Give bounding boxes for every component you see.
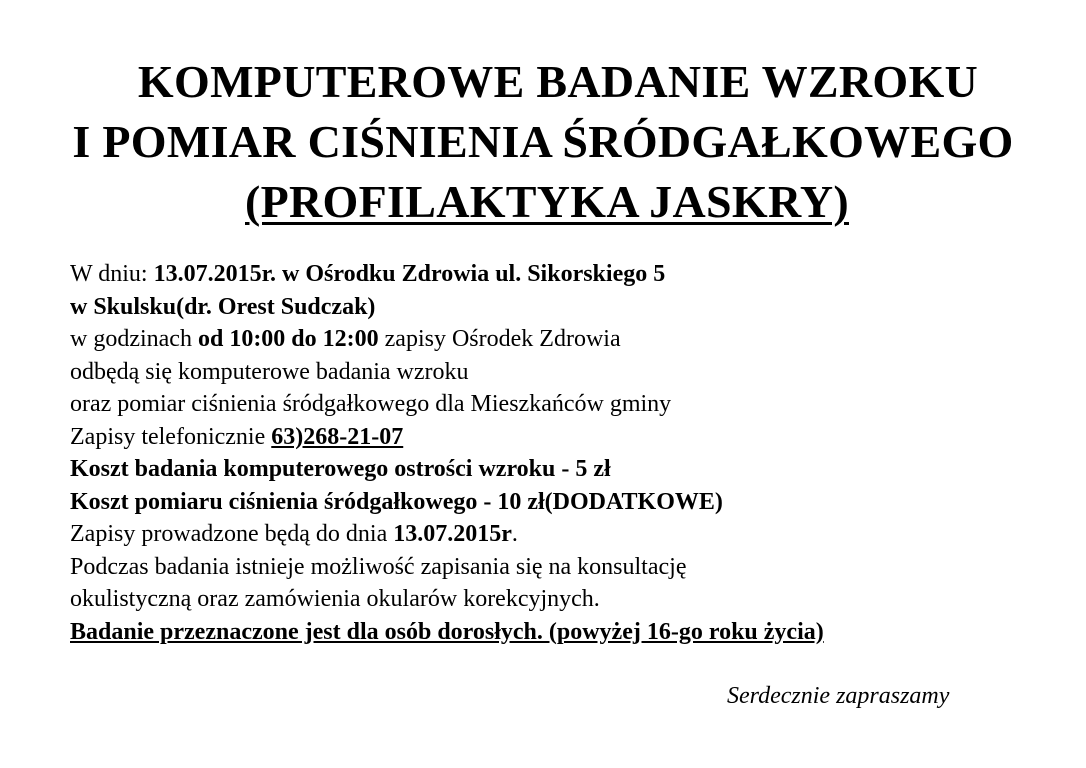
- phone-number: 63)268-21-07: [271, 423, 404, 450]
- cost-vision-line: Koszt badania komputerowego ostrości wzroku - 5 zł: [70, 456, 611, 482]
- phone-prefix: Zapisy telefonicznie: [70, 423, 272, 450]
- deadline-line: [70, 518, 1050, 551]
- hours-value: od 10:00 do 12:00: [197, 326, 379, 352]
- date-location: 13.07.2015r. w Ośrodku Zdrowia ul. Sikorskiego 5: [153, 261, 666, 287]
- hours-line: [70, 323, 1050, 356]
- announcement-title: [0, 52, 1086, 232]
- place-doctor-line: w Skulsku(dr. Orest Sudczak): [70, 293, 376, 320]
- hours-suffix: zapisy Ośrodek Zdrowia: [378, 326, 621, 352]
- title-line-2: I POMIAR CIŚNIENIA ŚRÓDGAŁKOWEGO: [72, 116, 1014, 167]
- phone-line: [70, 421, 1050, 454]
- hours-prefix: w godzinach: [70, 326, 198, 352]
- title-line-1: KOMPUTEROWE BADANIE WZROKU: [137, 56, 979, 107]
- audience-line: Badanie przeznaczone jest dla osób dorosłych. (powyżej 16-go roku życia): [70, 618, 824, 645]
- pressure-line: oraz pomiar ciśnienia śródgałkowego dla Mieszkańców gminy: [70, 391, 672, 417]
- deadline-suffix: .: [511, 521, 518, 547]
- consult-line-1: Podczas badania istnieje możliwość zapisania się na konsultację: [70, 553, 687, 580]
- deadline-prefix: Zapisy prowadzone będą do dnia: [70, 521, 394, 547]
- exams-line: odbędą się komputerowe badania wzroku: [70, 358, 469, 385]
- announcement-body: [70, 258, 1050, 648]
- date-location-line: [70, 258, 1050, 291]
- signature: Serdecznie zapraszamy: [727, 683, 950, 709]
- consult-line-2: okulistyczną oraz zamówienia okularów korekcyjnych.: [70, 586, 600, 612]
- cost-pressure-line: Koszt pomiaru ciśnienia śródgałkowego - 10 zł(DODATKOWE): [70, 488, 723, 515]
- title-line-3: (PROFILAKTYKA JASKRY): [245, 176, 849, 227]
- deadline-date: 13.07.2015r: [393, 521, 512, 547]
- date-prefix: W dniu:: [70, 261, 154, 287]
